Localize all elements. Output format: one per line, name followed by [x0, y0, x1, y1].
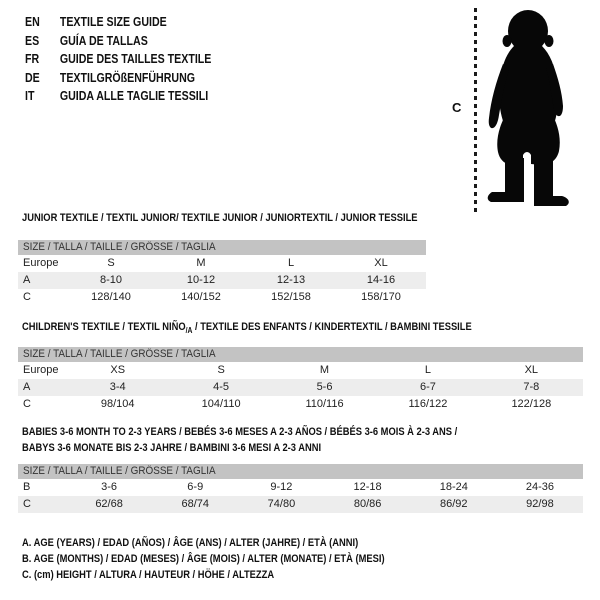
table-row-age: [18, 272, 426, 289]
language-row-fr: [25, 50, 211, 69]
size-cell: 110/116: [305, 398, 344, 410]
size-table-children: [18, 347, 583, 413]
table-row-height: [18, 496, 583, 513]
row-label-cell: Europe: [23, 257, 59, 269]
table-row-age-months: [18, 479, 583, 496]
language-code: EN: [25, 15, 40, 30]
size-cell: 3-6: [101, 481, 118, 493]
size-cell: 24-36: [525, 481, 555, 493]
size-cell: 9-12: [270, 481, 293, 493]
footnote-age-years: A. AGE (YEARS) / EDAD (AÑOS) / ÂGE (ANS) / ALTER (JAHRE) / ETÀ (ANNI): [22, 537, 359, 549]
row-label-cell: A: [23, 274, 31, 286]
size-header-label: SIZE / TALLA / TAILLE / GRÖSSE / TAGLIA: [23, 465, 216, 477]
size-header-band: [18, 347, 583, 362]
size-cell: 158/170: [361, 291, 401, 303]
row-label-cell: A: [23, 381, 31, 393]
size-header-band: [18, 464, 583, 479]
size-cell: L: [424, 364, 431, 376]
row-label-cell: C: [23, 498, 31, 510]
row-label-cell: Europe: [23, 364, 59, 376]
size-table-babies: [18, 464, 583, 513]
size-cell: M: [319, 364, 330, 376]
size-cell: XL: [374, 257, 388, 269]
language-label: GUÍA DE TALLAS: [59, 33, 148, 48]
size-cell: 6-9: [187, 481, 204, 493]
size-cell: 18-24: [439, 481, 468, 493]
section-title-junior: JUNIOR TEXTILE / TEXTIL JUNIOR/ TEXTILE JUNIOR / JUNIORTEXTIL / JUNIOR TESSILE: [22, 212, 418, 224]
size-cell: 86/92: [440, 498, 468, 510]
row-label-cell: C: [23, 398, 31, 410]
table-row-height: [18, 396, 583, 413]
table-row-height: [18, 289, 426, 306]
table-row-europe: [18, 255, 426, 272]
language-label: TEXTILE SIZE GUIDE: [59, 15, 167, 30]
footnote-age-months: B. AGE (MONTHS) / EDAD (MESES) / ÂGE (MOIS) / ALTER (MONATE) / ETÀ (MESI): [22, 553, 385, 565]
size-cell: 140/152: [181, 291, 221, 303]
size-cell: S: [107, 257, 115, 269]
size-cell: M: [196, 257, 206, 269]
section-title-children-post: / TEXTILE DES ENFANTS / KINDERTEXTIL / BAMBINI TESSILE: [192, 321, 472, 333]
size-cell: XL: [524, 364, 539, 376]
size-header-band: [18, 240, 426, 255]
size-cell: 14-16: [366, 274, 396, 286]
height-marker-label: C: [452, 100, 462, 115]
language-guide-list: [25, 13, 244, 106]
size-cell: 92/98: [526, 498, 554, 510]
height-dashed-line: [474, 8, 477, 212]
size-cell: 12-13: [276, 274, 306, 286]
size-cell: 62/68: [95, 498, 123, 510]
size-cell: 122/128: [511, 398, 552, 410]
language-label: TEXTILGRÖßENFÜHRUNG: [59, 70, 196, 85]
language-label: GUIDA ALLE TAGLIE TESSILI: [59, 89, 209, 104]
size-cell: 74/80: [267, 498, 296, 510]
language-code: FR: [25, 52, 40, 67]
size-cell: 116/122: [408, 398, 448, 410]
language-row-de: [25, 69, 211, 88]
row-label-cell: C: [23, 291, 31, 303]
section-title-babies-line1: BABIES 3-6 MONTH TO 2-3 YEARS / BEBÉS 3-6 MESES A 2-3 AÑOS / BÉBÉS 3-6 MOIS À 2-3 ANS /: [22, 426, 458, 438]
language-code: IT: [25, 89, 35, 104]
section-title-children-pre: CHILDREN'S TEXTILE / TEXTIL NIÑO: [22, 321, 186, 333]
language-code: DE: [25, 70, 40, 85]
size-cell: 128/140: [91, 291, 131, 303]
size-cell: 6-7: [419, 381, 436, 393]
size-cell: XS: [110, 364, 126, 376]
size-cell: S: [217, 364, 225, 376]
row-label-cell: B: [23, 481, 31, 493]
language-code: ES: [25, 33, 40, 48]
table-row-europe: [18, 362, 583, 379]
size-cell: 3-4: [109, 381, 126, 393]
section-title-children-subscript: /A: [185, 325, 193, 335]
size-table-junior: [18, 240, 426, 306]
size-header-label: SIZE / TALLA / TAILLE / GRÖSSE / TAGLIA: [23, 348, 216, 360]
size-cell: 98/104: [100, 398, 135, 410]
size-cell: 5-6: [316, 381, 333, 393]
language-label: GUIDE DES TAILLES TEXTILE: [59, 52, 212, 67]
size-cell: 68/74: [181, 498, 210, 510]
table-row-age: [18, 379, 583, 396]
baby-silhouette-icon: [478, 8, 578, 210]
size-cell: 8-10: [99, 274, 123, 286]
size-cell: 12-18: [353, 481, 382, 493]
size-cell: 4-5: [213, 381, 230, 393]
language-row-es: [25, 32, 211, 51]
size-cell: 80/86: [353, 498, 382, 510]
section-title-babies-line2: BABYS 3-6 MONATE BIS 2-3 JAHRE / BAMBINI 3-6 MESI A 2-3 ANNI: [22, 442, 322, 454]
size-cell: 7-8: [523, 381, 540, 393]
language-row-it: [25, 87, 211, 106]
size-cell: L: [287, 257, 295, 269]
size-cell: 10-12: [186, 274, 216, 286]
section-title-children: [22, 321, 472, 333]
footnote-height-cm: C. (cm) HEIGHT / ALTURA / HAUTEUR / HÖHE / ALTEZZA: [22, 569, 275, 581]
size-header-label: SIZE / TALLA / TAILLE / GRÖSSE / TAGLIA: [23, 241, 216, 253]
language-row-en: [25, 13, 211, 32]
size-cell: 152/158: [271, 291, 311, 303]
size-cell: 104/110: [201, 398, 241, 410]
